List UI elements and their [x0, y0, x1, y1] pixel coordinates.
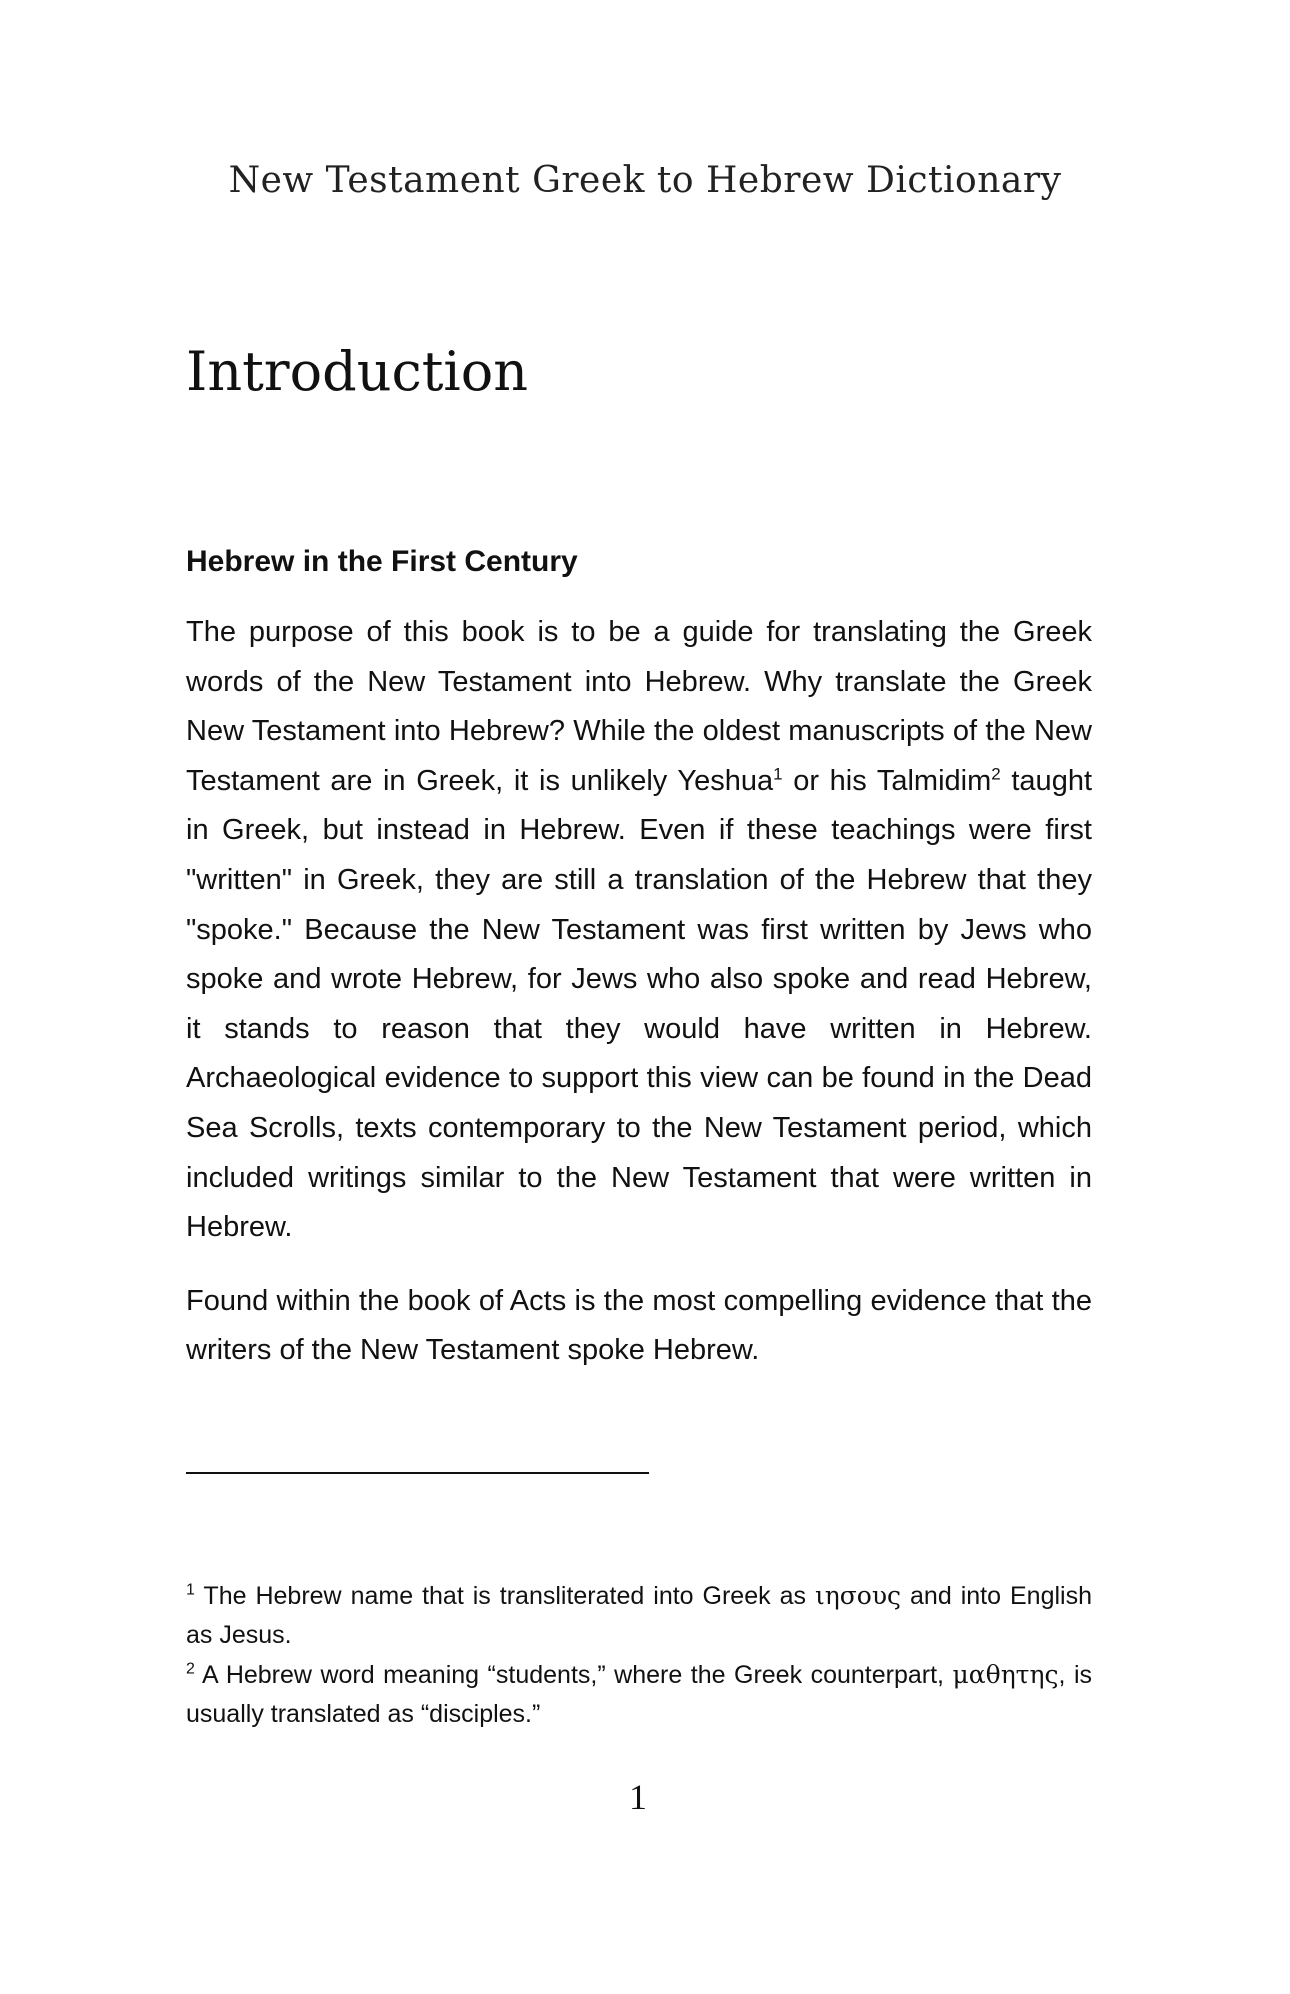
paragraph	[186, 608, 1092, 1253]
page-number: 1	[629, 1777, 647, 1817]
footnote-text: The Hebrew name that is transliterated into Greek as	[194, 1582, 815, 1610]
footnote-separator	[186, 1472, 649, 1474]
footnote-text: and into English as Jesus.	[186, 1582, 1092, 1649]
footnote-ref[interactable]: 2	[991, 764, 1001, 784]
footnote-ref[interactable]: 1	[773, 764, 783, 784]
footnote-text: , is usually translated as “disciples.”	[186, 1661, 1093, 1728]
greek-word: ιησους	[814, 1581, 902, 1610]
footnote-number: 1	[186, 1581, 195, 1599]
footnote-number: 2	[186, 1660, 195, 1678]
chapter-title: Introduction	[186, 340, 528, 403]
paragraph-text: or his Talmidim	[782, 764, 992, 797]
footnote	[186, 1576, 1092, 1655]
paragraph: Found within the book of Acts is the most compelling evidence that the writers of the New Testament spoke Hebrew.	[186, 1284, 1092, 1367]
footnotes	[186, 1576, 1092, 1734]
section-content	[186, 540, 1092, 1400]
running-header: New Testament Greek to Hebrew Dictionary	[228, 160, 1062, 201]
paragraph-text: taught in Greek, but instead in Hebrew. Even if these teachings were first "written" in Greek, they are still a translation of the Hebrew that they "spoke." Because the New Testament was first written by Jews who spoke and wrote Hebrew, for Jews who also spoke and read Hebrew, it stands to reason that they would have written in Hebrew. Archaeological evidence to support this view can be found in the Dead Sea Scrolls, texts contemporary to the New Testament period, which included writings similar to the New Testament that were written in Hebrew.	[186, 764, 1093, 1244]
footnote	[186, 1655, 1092, 1734]
paragraph-text: The purpose of this book is to be a guide for translating the Greek words of the New Testament into Hebrew. Why translate the Greek New Testament into Hebrew? While the oldest manuscripts of the New Testament are in Greek, it is unlikely Yeshua	[186, 616, 1092, 797]
footnote-text: A Hebrew word meaning “students,” where the Greek counterpart,	[194, 1661, 953, 1689]
greek-word: μαθητης	[952, 1660, 1059, 1689]
section-heading: Hebrew in the First Century	[186, 545, 578, 578]
